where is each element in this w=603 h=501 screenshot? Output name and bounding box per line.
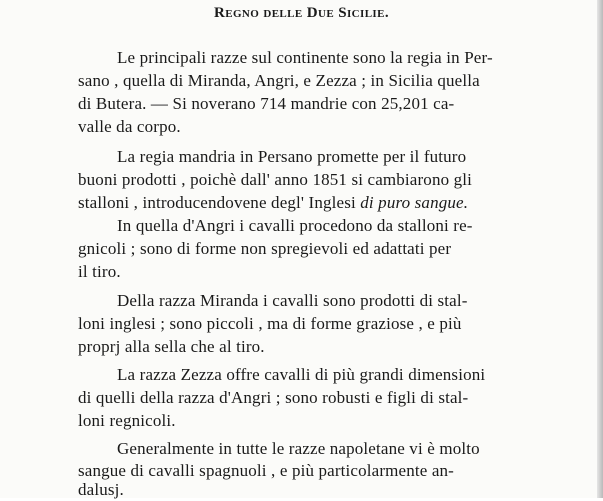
text-line: il tiro. [78, 262, 121, 281]
text-span: stalloni , introducendovene degl' Inglesi [78, 193, 361, 212]
text-line: La razza Zezza offre cavalli di più grandi dimensioni [117, 365, 486, 384]
text-line: di quelli della razza d'Angri ; sono robusti e figli di stal- [78, 388, 469, 407]
text-line: loni inglesi ; sono piccoli , ma di forme graziose , e più [78, 314, 462, 333]
text-line: Le principali razze sul continente sono la regia in Per- [117, 48, 493, 67]
text-line: dalusj. [78, 480, 124, 499]
text-line: loni regnicoli. [78, 411, 176, 430]
text-line: di Butera. — Si noverano 714 mandrie con 25,201 ca- [78, 94, 455, 113]
text-line: buoni prodotti , poichè dall' anno 1851 si cambiarono gli [78, 170, 473, 189]
text-line: La regia mandria in Persano promette per il futuro [117, 147, 467, 166]
text-line: valle da corpo. [78, 117, 181, 136]
text-line: proprj alla sella che al tiro. [78, 337, 265, 356]
text-line: In quella d'Angri i cavalli procedono da stalloni re- [117, 216, 473, 235]
text-line-with-italic [78, 192, 468, 214]
italic-phrase: di puro sangue. [360, 193, 469, 212]
text-line: Della razza Miranda i cavalli sono prodotti di stal- [117, 291, 468, 310]
text-line: sano , quella di Miranda, Angri, e Zezza ; in Sicilia quella [78, 71, 480, 90]
text-line: gnicoli ; sono di forme non spregievoli ed adattati per [78, 239, 452, 258]
section-heading: Regno delle Due Sicilie. [213, 5, 390, 21]
text-line: sangue di cavalli spagnuoli , e più particolarmente an- [78, 461, 454, 480]
page-edge-shadow [597, 0, 603, 498]
text-line: Generalmente in tutte le razze napoletane vi è molto [117, 439, 480, 458]
